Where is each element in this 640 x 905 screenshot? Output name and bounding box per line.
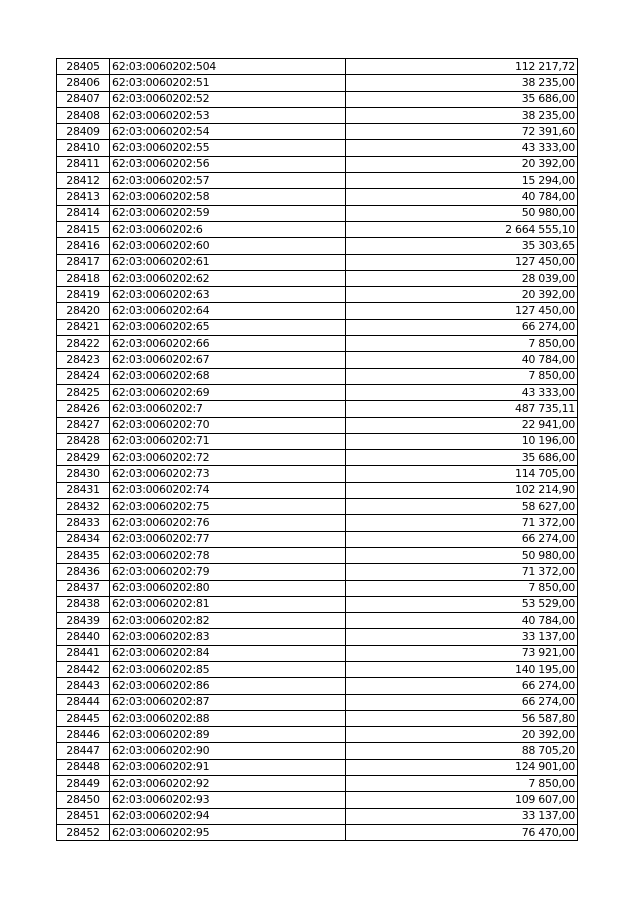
table-row (57, 515, 578, 531)
cadastral-value-cell: 73 921,00 (346, 645, 578, 661)
table-row (57, 531, 578, 547)
cadastral-value-cell: 20 392,00 (346, 156, 578, 172)
cadastral-number-cell: 62:03:0060202:94 (110, 808, 346, 824)
row-number-cell: 28428 (57, 433, 110, 449)
table-row (57, 384, 578, 400)
cadastral-value-cell: 72 391,60 (346, 124, 578, 140)
row-number-cell: 28406 (57, 75, 110, 91)
table-row (57, 401, 578, 417)
row-number-cell: 28443 (57, 678, 110, 694)
table-row (57, 776, 578, 792)
row-number-cell: 28427 (57, 417, 110, 433)
table-row (57, 661, 578, 677)
table-row (57, 645, 578, 661)
cadastral-number-cell: 62:03:0060202:69 (110, 384, 346, 400)
cadastral-value-cell: 40 784,00 (346, 613, 578, 629)
table-row (57, 580, 578, 596)
row-number-cell: 28439 (57, 613, 110, 629)
table-body (57, 59, 578, 841)
cadastral-number-cell: 62:03:0060202:89 (110, 727, 346, 743)
cadastral-value-cell: 58 627,00 (346, 499, 578, 515)
row-number-cell: 28424 (57, 368, 110, 384)
cadastral-value-cell: 33 137,00 (346, 629, 578, 645)
row-number-cell: 28405 (57, 59, 110, 75)
cadastral-number-cell: 62:03:0060202:54 (110, 124, 346, 140)
table-row (57, 205, 578, 221)
table-row (57, 564, 578, 580)
cadastral-value-cell: 140 195,00 (346, 661, 578, 677)
table-row (57, 482, 578, 498)
cadastral-number-cell: 62:03:0060202:79 (110, 564, 346, 580)
cadastral-value-cell: 76 470,00 (346, 824, 578, 840)
cadastral-number-cell: 62:03:0060202:78 (110, 547, 346, 563)
table-row (57, 173, 578, 189)
row-number-cell: 28432 (57, 499, 110, 515)
table-row (57, 254, 578, 270)
cadastral-value-cell: 71 372,00 (346, 515, 578, 531)
row-number-cell: 28444 (57, 694, 110, 710)
table-row (57, 417, 578, 433)
row-number-cell: 28415 (57, 221, 110, 237)
table-row (57, 59, 578, 75)
table-row (57, 156, 578, 172)
cadastral-number-cell: 62:03:0060202:51 (110, 75, 346, 91)
cadastral-value-cell: 114 705,00 (346, 466, 578, 482)
table-row (57, 319, 578, 335)
table-row (57, 629, 578, 645)
row-number-cell: 28452 (57, 824, 110, 840)
cadastral-value-cell: 38 235,00 (346, 75, 578, 91)
row-number-cell: 28438 (57, 596, 110, 612)
row-number-cell: 28410 (57, 140, 110, 156)
row-number-cell: 28423 (57, 352, 110, 368)
table-row (57, 678, 578, 694)
table-row (57, 694, 578, 710)
row-number-cell: 28430 (57, 466, 110, 482)
table-row (57, 124, 578, 140)
table-row (57, 75, 578, 91)
cadastral-value-cell: 35 303,65 (346, 238, 578, 254)
cadastral-value-cell: 66 274,00 (346, 319, 578, 335)
row-number-cell: 28421 (57, 319, 110, 335)
cadastral-number-cell: 62:03:0060202:504 (110, 59, 346, 75)
table-row (57, 759, 578, 775)
cadastral-value-cell: 7 850,00 (346, 580, 578, 596)
cadastral-value-cell: 20 392,00 (346, 287, 578, 303)
table-row (57, 727, 578, 743)
row-number-cell: 28442 (57, 661, 110, 677)
cadastral-number-cell: 62:03:0060202:63 (110, 287, 346, 303)
cadastral-number-cell: 62:03:0060202:84 (110, 645, 346, 661)
row-number-cell: 28409 (57, 124, 110, 140)
cadastral-number-cell: 62:03:0060202:61 (110, 254, 346, 270)
table-row (57, 596, 578, 612)
table-row (57, 91, 578, 107)
table-row (57, 499, 578, 515)
cadastral-value-cell: 40 784,00 (346, 189, 578, 205)
row-number-cell: 28450 (57, 792, 110, 808)
cadastral-number-cell: 62:03:0060202:95 (110, 824, 346, 840)
cadastral-number-cell: 62:03:0060202:65 (110, 319, 346, 335)
cadastral-number-cell: 62:03:0060202:82 (110, 613, 346, 629)
cadastral-number-cell: 62:03:0060202:7 (110, 401, 346, 417)
cadastral-number-cell: 62:03:0060202:80 (110, 580, 346, 596)
row-number-cell: 28407 (57, 91, 110, 107)
cadastral-value-cell: 71 372,00 (346, 564, 578, 580)
cadastral-number-cell: 62:03:0060202:66 (110, 336, 346, 352)
row-number-cell: 28412 (57, 173, 110, 189)
table-row (57, 433, 578, 449)
cadastral-number-cell: 62:03:0060202:55 (110, 140, 346, 156)
cadastral-number-cell: 62:03:0060202:72 (110, 450, 346, 466)
table-row (57, 107, 578, 123)
cadastral-value-cell: 40 784,00 (346, 352, 578, 368)
table-row (57, 450, 578, 466)
cadastral-value-cell: 43 333,00 (346, 384, 578, 400)
row-number-cell: 28434 (57, 531, 110, 547)
cadastral-value-table (56, 58, 578, 841)
table-row (57, 238, 578, 254)
cadastral-number-cell: 62:03:0060202:53 (110, 107, 346, 123)
cadastral-number-cell: 62:03:0060202:57 (110, 173, 346, 189)
row-number-cell: 28436 (57, 564, 110, 580)
cadastral-number-cell: 62:03:0060202:59 (110, 205, 346, 221)
cadastral-number-cell: 62:03:0060202:70 (110, 417, 346, 433)
cadastral-value-cell: 10 196,00 (346, 433, 578, 449)
table-row (57, 221, 578, 237)
cadastral-number-cell: 62:03:0060202:90 (110, 743, 346, 759)
cadastral-value-cell: 35 686,00 (346, 450, 578, 466)
cadastral-value-cell: 124 901,00 (346, 759, 578, 775)
table-row (57, 189, 578, 205)
row-number-cell: 28446 (57, 727, 110, 743)
cadastral-value-cell: 53 529,00 (346, 596, 578, 612)
cadastral-number-cell: 62:03:0060202:67 (110, 352, 346, 368)
row-number-cell: 28417 (57, 254, 110, 270)
cadastral-value-cell: 102 214,90 (346, 482, 578, 498)
row-number-cell: 28441 (57, 645, 110, 661)
cadastral-value-cell: 43 333,00 (346, 140, 578, 156)
cadastral-value-cell: 38 235,00 (346, 107, 578, 123)
cadastral-number-cell: 62:03:0060202:60 (110, 238, 346, 254)
table-row (57, 792, 578, 808)
cadastral-value-cell: 50 980,00 (346, 205, 578, 221)
table-row (57, 140, 578, 156)
cadastral-number-cell: 62:03:0060202:86 (110, 678, 346, 694)
cadastral-number-cell: 62:03:0060202:88 (110, 710, 346, 726)
cadastral-value-cell: 7 850,00 (346, 368, 578, 384)
cadastral-value-cell: 109 607,00 (346, 792, 578, 808)
row-number-cell: 28451 (57, 808, 110, 824)
row-number-cell: 28449 (57, 776, 110, 792)
table-row (57, 303, 578, 319)
cadastral-value-cell: 487 735,11 (346, 401, 578, 417)
row-number-cell: 28420 (57, 303, 110, 319)
row-number-cell: 28440 (57, 629, 110, 645)
table-row (57, 287, 578, 303)
cadastral-value-cell: 127 450,00 (346, 303, 578, 319)
cadastral-value-cell: 35 686,00 (346, 91, 578, 107)
cadastral-value-cell: 56 587,80 (346, 710, 578, 726)
row-number-cell: 28418 (57, 270, 110, 286)
table-row (57, 336, 578, 352)
cadastral-value-cell: 127 450,00 (346, 254, 578, 270)
row-number-cell: 28445 (57, 710, 110, 726)
cadastral-number-cell: 62:03:0060202:73 (110, 466, 346, 482)
cadastral-value-cell: 2 664 555,10 (346, 221, 578, 237)
cadastral-number-cell: 62:03:0060202:77 (110, 531, 346, 547)
cadastral-number-cell: 62:03:0060202:85 (110, 661, 346, 677)
row-number-cell: 28433 (57, 515, 110, 531)
table-row (57, 368, 578, 384)
table-row (57, 270, 578, 286)
cadastral-number-cell: 62:03:0060202:71 (110, 433, 346, 449)
table-row (57, 824, 578, 840)
cadastral-number-cell: 62:03:0060202:83 (110, 629, 346, 645)
cadastral-number-cell: 62:03:0060202:58 (110, 189, 346, 205)
cadastral-value-cell: 50 980,00 (346, 547, 578, 563)
cadastral-number-cell: 62:03:0060202:62 (110, 270, 346, 286)
row-number-cell: 28426 (57, 401, 110, 417)
row-number-cell: 28411 (57, 156, 110, 172)
table-row (57, 466, 578, 482)
row-number-cell: 28435 (57, 547, 110, 563)
cadastral-value-cell: 7 850,00 (346, 776, 578, 792)
row-number-cell: 28425 (57, 384, 110, 400)
cadastral-value-cell: 112 217,72 (346, 59, 578, 75)
table-row (57, 352, 578, 368)
table-row (57, 743, 578, 759)
row-number-cell: 28437 (57, 580, 110, 596)
table-row (57, 710, 578, 726)
cadastral-value-cell: 20 392,00 (346, 727, 578, 743)
cadastral-number-cell: 62:03:0060202:93 (110, 792, 346, 808)
cadastral-value-cell: 88 705,20 (346, 743, 578, 759)
cadastral-number-cell: 62:03:0060202:68 (110, 368, 346, 384)
row-number-cell: 28414 (57, 205, 110, 221)
row-number-cell: 28408 (57, 107, 110, 123)
table-row (57, 613, 578, 629)
row-number-cell: 28422 (57, 336, 110, 352)
cadastral-value-cell: 33 137,00 (346, 808, 578, 824)
row-number-cell: 28429 (57, 450, 110, 466)
cadastral-number-cell: 62:03:0060202:81 (110, 596, 346, 612)
cadastral-value-cell: 66 274,00 (346, 531, 578, 547)
row-number-cell: 28447 (57, 743, 110, 759)
table-row (57, 547, 578, 563)
row-number-cell: 28413 (57, 189, 110, 205)
row-number-cell: 28419 (57, 287, 110, 303)
cadastral-number-cell: 62:03:0060202:91 (110, 759, 346, 775)
table-row (57, 808, 578, 824)
cadastral-number-cell: 62:03:0060202:56 (110, 156, 346, 172)
cadastral-number-cell: 62:03:0060202:6 (110, 221, 346, 237)
cadastral-number-cell: 62:03:0060202:76 (110, 515, 346, 531)
cadastral-value-cell: 66 274,00 (346, 694, 578, 710)
cadastral-value-cell: 66 274,00 (346, 678, 578, 694)
cadastral-number-cell: 62:03:0060202:52 (110, 91, 346, 107)
row-number-cell: 28448 (57, 759, 110, 775)
cadastral-number-cell: 62:03:0060202:75 (110, 499, 346, 515)
cadastral-value-cell: 15 294,00 (346, 173, 578, 189)
row-number-cell: 28416 (57, 238, 110, 254)
cadastral-value-cell: 28 039,00 (346, 270, 578, 286)
cadastral-value-cell: 7 850,00 (346, 336, 578, 352)
cadastral-number-cell: 62:03:0060202:92 (110, 776, 346, 792)
cadastral-number-cell: 62:03:0060202:64 (110, 303, 346, 319)
row-number-cell: 28431 (57, 482, 110, 498)
cadastral-number-cell: 62:03:0060202:74 (110, 482, 346, 498)
cadastral-number-cell: 62:03:0060202:87 (110, 694, 346, 710)
cadastral-value-cell: 22 941,00 (346, 417, 578, 433)
